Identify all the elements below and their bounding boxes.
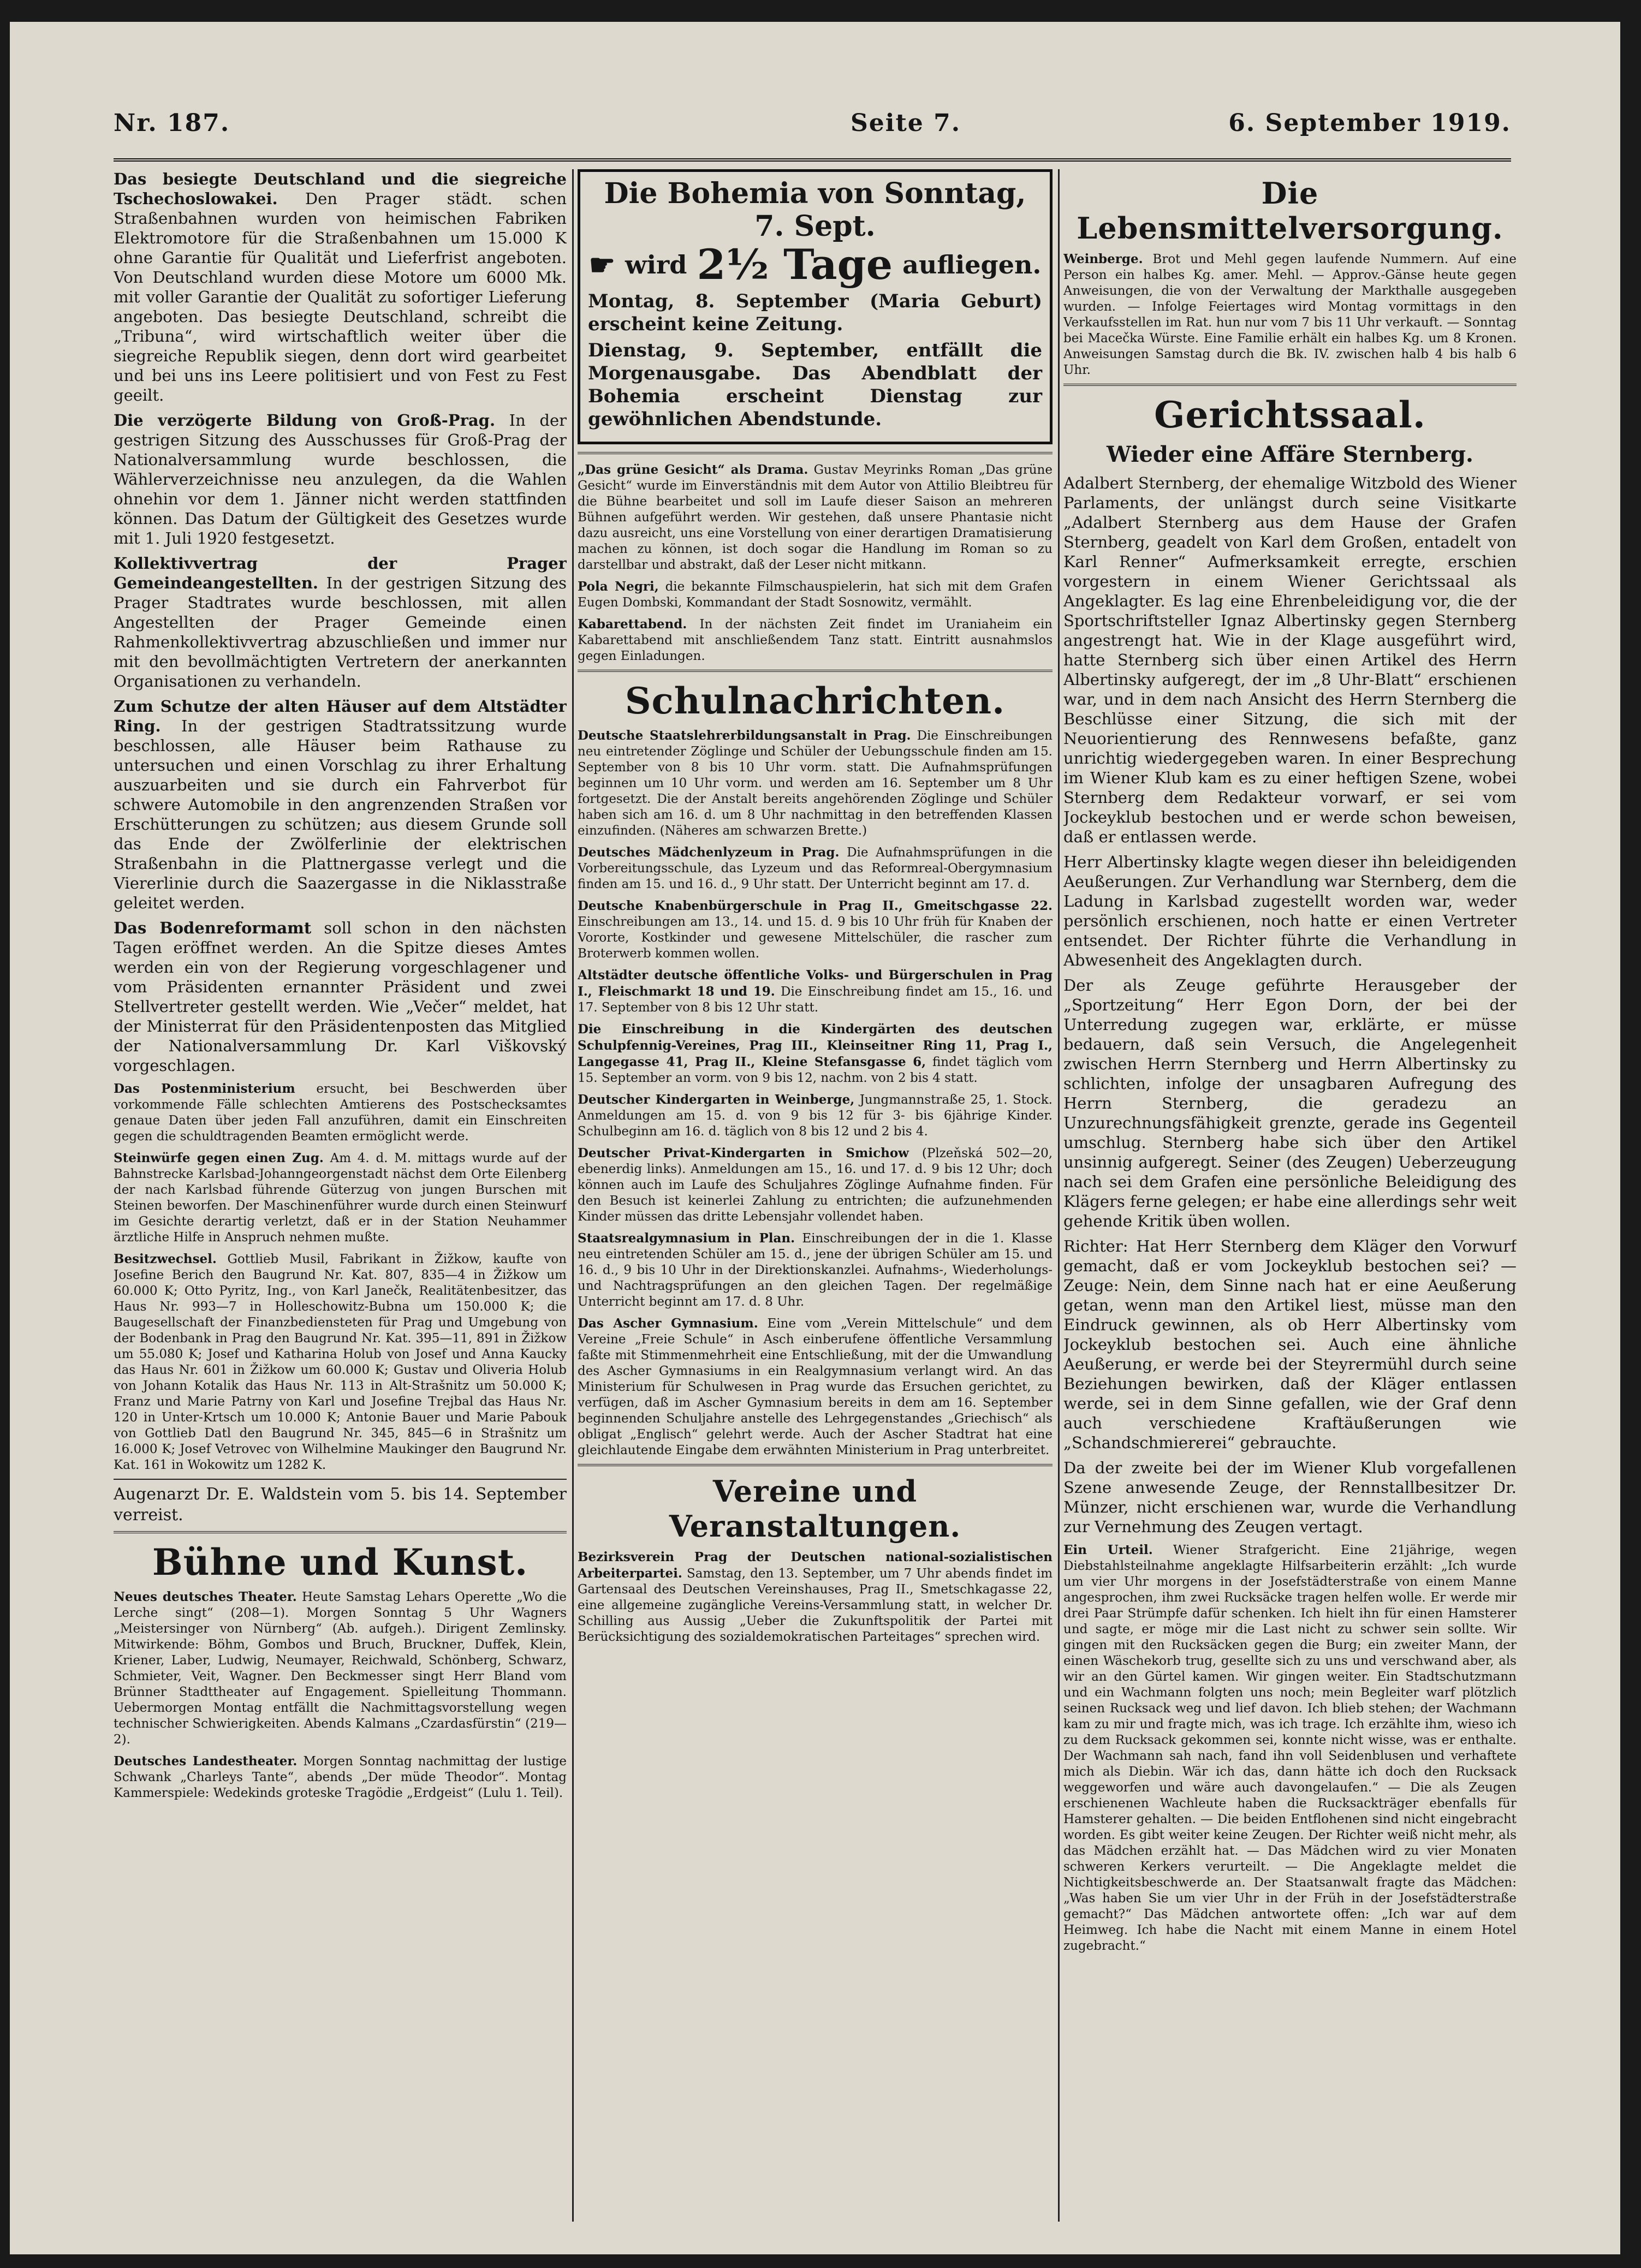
article-text: Die Aufnahmsprüfungen in die Vorbereitungsschule, das Lyzeum und das Reformreal-Obergymnasium finden am 15. und 16. d., 9 Uhr statt. Der Unterricht beginnt am 17. d.: [578, 846, 1053, 891]
article-lead: Steinwürfe gegen einen Zug.: [114, 1151, 324, 1165]
page-number: Seite 7.: [851, 109, 961, 137]
article: [578, 844, 1053, 892]
article: [578, 1092, 1053, 1140]
article: [114, 553, 567, 691]
article-text: findet täglich vom 15. September an vorm. von 9 bis 12, nachm. von 2 bis 4 statt.: [578, 1055, 1053, 1085]
issue-number: Nr. 187.: [114, 109, 230, 137]
article-text: Gustav Meyrinks Roman „Das grüne Gesicht“ wurde im Einverständnis mit dem Autor von Attilio Bleibtreu für die Bühne bearbeitet und soll im Laufe dieser Saison an mehreren Bühnen aufgeführt werden. Wir gestehen, daß unsere Phantasie nicht dazu ausreicht, uns eine Vorstellung von einer derartigen Dramatisierung machen zu können, ist doch sogar die Handlung im Roman so zu darstellbar und abstrakt, daß der Leser nicht mitkann.: [578, 463, 1053, 572]
article-lead: Deutsches Landestheater.: [114, 1754, 298, 1769]
article-lead: Das Ascher Gymnasium.: [578, 1316, 758, 1331]
article: [114, 1589, 567, 1748]
article: [578, 1230, 1053, 1310]
article-text: Heute Samstag Lehars Operette „Wo die Lerche singt“ (208—1). Morgen Sonntag 5 Uhr Wagners „Meistersinger von Nürnberg“ (Ab. aufgeh.). Dirigent Zemlinsky. Mitwirkende: Böhm, Gombos und Bruch, Bruckner, Duffek, Klein, Kriener, Laber, Ludwig, Neumayer, Reichwald, Schönberg, Schwarz, Schmieter, Veit, Wagner. Den Beckmesser singt Herr Bland vom Brünner Stadttheater auf Engagement. Spielleitung Thommann. Uebermorgen Montag entfällt die Nachmittagsvorstellung wegen technischer Schwierigkeiten. Abends Kalmans „Czardasfürstin“ (219—2).: [114, 1590, 567, 1747]
article-text: In der gestrigen Stadtratssitzung wurde beschlossen, alle Häuser beim Rathause zu untersuchen und einen Vorschlag zu ihrer Erhaltung auszuarbeiten und sie durch ein Fahrverbot für schwere Automobile in den angrenzenden Straßen vor Erschütterungen zu schützen; aus diesem Grunde soll das Ende der Zwölferlinie der elektrischen Straßenbahn in die Plattnergasse verlegt und die Viererlinie durch die Saazergasse in die Niklasstraße geleitet werden.: [114, 717, 567, 912]
article-lead: Zum Schutze der alten Häuser auf dem Altstädter Ring.: [114, 697, 567, 735]
article-text: die bekannte Filmschauspielerin, hat sich mit dem Grafen Eugen Dombski, Kommandant der Stadt Sosnowitz, vermählt.: [578, 580, 1053, 610]
article-lead: Pola Negri,: [578, 579, 659, 594]
article-lead: Ein Urteil.: [1063, 1543, 1153, 1557]
announcement-box: [578, 169, 1053, 444]
article-lead: Neues deutsches Theater.: [114, 1590, 297, 1604]
article-lead: Das besiegte Deutschland und die siegreiche Tschechoslowakei.: [114, 170, 567, 208]
article-text: Morgen Sonntag nachmittag der lustige Schwank „Charleys Tante“, abends „Der müde Theodor“. Montag Kammerspiele: Wedekinds groteske Tragödie „Erdgeist“ (Lulu 1. Teil).: [114, 1754, 567, 1800]
announcement-suffix: aufliegen.: [902, 250, 1042, 279]
article-lead: Deutsches Mädchenlyzeum in Prag.: [578, 845, 840, 860]
article-text: Am 4. d. M. mittags wurde auf der Bahnstrecke Karlsbad-Johanngeorgenstadt nächst dem Orte Eilenberg der nach Karlsbad führende Güterzug von jungen Burschen mit Steinen beworfen. Der Maschinenführer wurde durch einen Steinwurf im Gesichte derartig verletzt, daß er in der Station Neuhammer ärztliche Hilfe in Anspruch nehmen mußte.: [114, 1151, 567, 1245]
article-paragraph: Herr Albertinsky klagte wegen dieser ihn beleidigenden Aeußerungen. Zur Verhandlung war Sternberg, dem die Ladung in Karlsbad zugestellt worden war, weder persönlich erschienen, noch hatte er einen Vertreter entsendet. Der Richter führte die Verhandlung in Abwesenheit des Angeklagten durch.: [1063, 853, 1517, 969]
header-rule: [114, 158, 1511, 162]
article-text: Einschreibungen am 13., 14. und 15. d. 9 bis 10 Uhr früh für Knaben der Vororte, Kostkinder und gewesene Mittelschüler, die rascher zum Broterwerb kommen wollen.: [578, 915, 1053, 961]
article-text: Brot und Mehl gegen laufende Nummern. Auf eine Person ein halbes Kg. amer. Mehl. — Approv.-Gänse heute gegen Anweisungen, die von der Verwaltung der Markthalle ausgegeben wurden. — Infolge Feiertages wird Montag vormittags in den Verkaufsstellen im Rat. hun nur vom 7 bis 11 Uhr verkauft. — Sonntag bei Macečka Würste. Eine Familie erhält ein halbes Kg. um 8 Kronen. Anweisungen Samstag durch die Bk. IV. zwischen halb 4 bis halb 6 Uhr.: [1063, 252, 1517, 377]
article: [578, 462, 1053, 573]
section-rule: [114, 1531, 567, 1533]
article-headline: Wieder eine Affäre Sternberg.: [1107, 442, 1473, 467]
article-lead: Staatsrealgymnasium in Plan.: [578, 1231, 795, 1246]
article-lead: Die verzögerte Bildung von Groß-Prag.: [114, 411, 496, 430]
announcement-tuesday: Dienstag, 9. September, entfällt die Morgenausgabe. Das Abendblatt der Bohemia erscheint Dienstag zur gewöhnlichen Abendstunde.: [588, 340, 1042, 430]
issue-date: 6. September 1919.: [1228, 109, 1511, 137]
announcement-line: [588, 240, 1042, 289]
article-lead: Deutsche Staatslehrerbildungsanstalt in Prag.: [578, 728, 911, 743]
article: [578, 1549, 1053, 1645]
article: [578, 616, 1053, 664]
article-text: Den Prager städt. schen Straßenbahnen wurden von heimischen Fabriken Elektromotore für die Straßenbahnen um 15.000 K ohne Garantie für Qualität und Lieferfrist angeboten. Von Deutschland wurden diese Motore um 6000 Mk. mit voller Garantie der Qualität zu sofortiger Lieferung angeboten. Das besiegte Deutschland, schreibt die „Tribuna“, wird wirtschaftlich weiter über die siegreiche Republik siegen, denn dort wird gearbeitet und bei uns ins Leere politisiert und von Fest zu Fest geeilt.: [114, 189, 567, 404]
article-text: Einschreibungen der in die 1. Klasse neu eintretenden Schüler am 15. d., jene der übrigen Schüler am 15. und 16. d., 9 bis 10 Uhr in der Direktionskanzlei. Aufnahms-, Wiederholungs- und Nachtragsprüfungen an den gleichen Tagen. Der regelmäßige Unterricht beginnt am 17. d. 8 Uhr.: [578, 1231, 1053, 1309]
column-divider: [572, 169, 574, 2222]
article: [578, 1021, 1053, 1086]
article-paragraph: Richter: Hat Herr Sternberg dem Kläger den Vorwurf gemacht, daß er vom Jockeyklub bestochen sei? — Zeuge: Nein, dem Sinne nach hat er eine Aeußerung getan, wenn man den Artikel liest, müsse man den Eindruck gewinnen, als ob Herr Albertinsky vom Jockeyklub bestochen sei. Auch eine ähnliche Aeußerung, er werde bei der Steyrermühl durch seine Beziehungen bewirken, daß der Kläger entlassen werde, sei in dem Sinne gefallen, wie der Graf denn auch verschiedene Kraftäußerungen wie „Schandschmiererei“ gebrauchte.: [1063, 1237, 1517, 1452]
article-lead: „Das grüne Gesicht“ als Drama.: [578, 462, 808, 477]
article: [1063, 251, 1517, 378]
section-heading: Schulnachrichten.: [625, 680, 1006, 722]
article-text: Die Einschreibung findet am 15., 16. und 17. September von 8 bis 12 Uhr statt.: [578, 985, 1053, 1015]
pointing-hand-icon: ☛: [588, 247, 615, 282]
article: [114, 697, 567, 913]
article-text: Samstag, den 13. September, um 7 Uhr abends findet im Gartensaal des Deutschen Vereinshauses, Prag II., Smetschkagasse 22, eine allgemeine zugängliche Vereins-Versammlung statt, in welcher Dr. Schilling aus Aussig „Ueber die Zukunftspolitik der Partei mit Berücksichtigung des sozialdemokratischen Parteitages“ sprechen wird.: [578, 1567, 1053, 1644]
article-lead: Deutscher Kindergarten in Weinberge,: [578, 1092, 855, 1107]
article: [114, 1150, 567, 1246]
column-middle: [578, 169, 1053, 2233]
column-right: [1063, 169, 1517, 2233]
article-lead: Das Bodenreformamt: [114, 919, 312, 937]
article-lead: Kollektivvertrag der Prager Gemeindeangestellten.: [114, 554, 567, 592]
article: [114, 918, 567, 1075]
article: [578, 728, 1053, 839]
article: [114, 169, 567, 405]
article-text: In der gestrigen Sitzung des Prager Stadtrates wurde beschlossen, mit allen Angestellten der Prager Gemeinde einen Rahmenkollektivvertrag abzuschließen und immer nur mit den bevollmächtigten Vertretern der anerkannten Organisationen zu verhandeln.: [114, 574, 567, 690]
article-lead: Weinberge.: [1063, 252, 1143, 266]
article: [578, 1145, 1053, 1225]
article: [114, 1753, 567, 1801]
article-lead: Besitzwechsel.: [114, 1252, 217, 1266]
article-text: Gottlieb Musil, Fabrikant in Žižkow, kaufte von Josefine Berich den Baugrund Nr. Kat. 807, 835—4 in Žižkow um 60.000 K; Otto Pyritz, Ing., von Karl Janečk, Realitätenbesitzer, das Haus Nr. 993—7 in Holleschowitz-Bubna um 150.000 K; die Baugesellschaft der Finanzbediensteten für Prag und Umgebung von der Bodenbank in Prag den Baugrund Nr. Kat. 395—11, 891 in Žižkow um 55.080 K; Josef und Katharina Holub von Josef und Anna Kaucky das Haus Nr. 601 in Žižkow um 60.000 K; Gustav und Oliveria Holub von Johann Kotalik das Haus Nr. 113 in Alt-Strašnitz um 50.000 K; Franz und Marie Patrny von Karl und Josefine Trejbal das Haus Nr. 120 in Unter-Krtsch um 10.000 K; Antonie Bauer und Marie Pabouk von Gottlieb Datl den Baugrund Nr. 345, 845—6 in Strašnitz um 16.000 K; Josef Vetrovec von Wilhelmine Maukinger den Baugrund Nr. Kat. 161 in Wokowitz um 1282 K.: [114, 1252, 567, 1472]
article-lead: Kabarettabend.: [578, 617, 687, 632]
section-heading: Die Lebensmittelversorgung.: [1077, 176, 1503, 246]
article-lead: Die Einschreibung in die Kindergärten des deutschen Schulpfennig-Vereines, Prag III., Kleinseitner Ring 11, Prag I., Langegasse 41, Prag II., Kleine Stefansgasse 6,: [578, 1022, 1053, 1069]
article: [114, 1251, 567, 1473]
article-text: Die Einschreibungen neu eintretender Zöglinge und Schüler der Uebungsschule finden am 15. September von 8 bis 10 Uhr vorm. statt. Die Aufnahmsprüfungen beginnen um 10 Uhr vorm. und werden am 16. September um 8 Uhr fortgesetzt. Die der Anstalt bereits angehörenden Zöglinge und Schüler haben sich am 16. d. um 8 Uhr nachmittag in den betreffenden Klassen einzufinden. (Näheres am schwarzen Brette.): [578, 729, 1053, 838]
section-rule: [578, 670, 1053, 672]
article-text: soll schon in den nächsten Tagen eröffnet werden. An die Spitze dieses Amtes werden ein von der Regierung vorgeschlagener und vom Präsidenten ernannter Präsident und zwei Stellvertreter gestellt werden. Wie „Večer“ meldet, hat der Ministerrat für den Präsidentenposten das Mitglied der Nationalversammlung Dr. Karl Viškovský vorgeschlagen.: [114, 919, 567, 1075]
article-text: In der nächsten Zeit findet im Uraniaheim ein Kabarettabend mit anschließendem Tanz statt. Eintritt ausnahmslos gegen Einladungen.: [578, 617, 1053, 663]
article-lead: Deutscher Privat-Kindergarten in Smichow: [578, 1146, 909, 1160]
article: [578, 1315, 1053, 1459]
article: [578, 967, 1053, 1016]
notice: Augenarzt Dr. E. Waldstein vom 5. bis 14. September verreist.: [114, 1479, 567, 1526]
article-text: (Plzeňská 502—20, ebenerdig links). Anmeldungen am 15., 16. und 17. d. 9 bis 12 Uhr; doch können auch im Laufe des Schuljahres Zöglinge Aufnahme finden. Für den Besuch ist keinerlei Zahlung zu entrichten; die aufzunehmenden Kinder müssen das dritte Lebensjahr vollendet haben.: [578, 1146, 1053, 1224]
announcement-days: 2½ Tage: [697, 240, 893, 289]
section-rule: [578, 1464, 1053, 1466]
column-left: [114, 169, 567, 2233]
article: [578, 579, 1053, 611]
article-paragraph: Adalbert Sternberg, der ehemalige Witzbold des Wiener Parlaments, der unlängst durch seine Visitkarte „Adalbert Sternberg aus dem Hause der Grafen Sternberg, geadelt von Karl dem Großen, entadelt von Karl Renner“ Aufmerksamkeit erregte, erschien vorgestern in einem Wiener Gerichtssaal als Angeklagter. Es lag eine Ehrenbeleidigung vor, die der Sportschriftsteller Ignaz Albertinsky gegen Sternberg angestrengt hat. Wie in der Klage ausgeführt wird, hatte Sternberg sich über einen Artikel des Herrn Albertinsky aufgeregt, der im „8 Uhr-Blatt“ erschienen war, und in dem nach Ansicht des Herrn Sternberg die Beschlüsse einer Sitzung, die sich mit der Neuorientierung des Rennwesens befaßte, ganz unrichtig wiedergegeben waren. In einer Besprechung im Wiener Klub kam es zu einer heftigen Szene, wobei Sternberg dem Redakteur vorwarf, er sei vom Jockeyklub bestochen und er werde schon beweisen, daß er entlassen werde.: [1063, 474, 1517, 846]
article: [114, 1081, 567, 1145]
section-heading: Vereine und Veranstaltungen.: [669, 1474, 961, 1544]
article-text: In der gestrigen Sitzung des Ausschusses für Groß-Prag der Nationalversammlung wurde beschlossen, die Wählerverzeichnisse neu anzulegen, da die Wahlen ohnehin vor dem 1. Jänner nicht werden stattfinden können. Das Datum der Gültigkeit des Gesetzes wurde mit 1. Juli 1920 festgesetzt.: [114, 411, 567, 547]
section-heading: Bühne und Kunst.: [152, 1541, 528, 1584]
article: [1063, 1542, 1517, 1954]
article-text: Eine vom „Verein Mittelschule“ und dem Vereine „Freie Schule“ in Asch einberufene öffentliche Versammlung faßte mit Stimmenmehrheit eine Entschließung, mit der die Umwandlung des Ascher Gymnasiums in ein Realgymnasium verlangt wird. An das Ministerium für Schulwesen in Prag wurde das Ersuchen gerichtet, zu verfügen, daß im Ascher Gymnasium bereits in dem am 16. September beginnenden Schuljahre anstelle des Lehrgegenstandes „Griechisch“ als obligat „Englisch“ gelehrt werde. Auch der Ascher Stadtrat hat eine gleichlautende Eingabe dem erwähnten Ministerium in Prag unterbreitet.: [578, 1317, 1053, 1457]
article: [578, 898, 1053, 962]
article-text: Jungmannstraße 25, 1. Stock. Anmeldungen am 15. d. von 9 bis 12 für 3- bis 6jährige Kinder. Schulbeginn am 16. d. täglich von 8 bis 12 und 2 bis 4.: [578, 1093, 1053, 1139]
announcement-prefix: wird: [625, 250, 687, 279]
article: [114, 410, 567, 548]
section-rule: [578, 452, 1053, 454]
article-lead: Altstädter deutsche öffentliche Volks- und Bürgerschulen in Prag I., Fleischmarkt 18 und 19.: [578, 968, 1053, 999]
article-paragraph: Der als Zeuge geführte Herausgeber der „Sportzeitung“ Herr Egon Dorn, der bei der Unterredung zugegen war, erklärte, er müsse bedauern, daß sein Versuch, die Angelegenheit zwischen Herrn Sternberg und Herrn Albertinsky zu schlichten, infolge der unsagbaren Aufregung des Herrn Sternberg, die geradezu an Unzurechnungsfähigkeit grenzte, gerade ins Gegenteil umschlug. Sternberg habe sich über den Artikel unsinnig aufgeregt. Seiner (des Zeugen) Ueberzeugung nach sei dem Grafen eine persönliche Beleidigung des Klägers ferne gelegen; er habe eine allerdings sehr weit gehende Kritik üben wollen.: [1063, 976, 1517, 1230]
article-text: Wiener Strafgericht. Eine 21jährige, wegen Diebstahlsteilnahme angeklagte Hilfsarbeiterin erzählt: „Ich wurde um vier Uhr morgens in der Josefstädterstraße von einem Manne angesprochen, ihm zwei Rucksäcke tragen helfen wolle. Er werde mir drei Paar Strümpfe dafür schenken. Ich hielt ihn für einen Hamsterer und sagte, er möge mir die Last nicht zu schwer sein sollte. Wir gingen mit den Rucksäcken gegen die Burg; ein zweiter Mann, der einen Wäschekorb trug, gesellte sich zu uns und verschwand aber, als wir an den Gürtel kamen. Wir gingen weiter. Ein Stadtschutzmann und ein Wachmann folgten uns noch; mein Begleiter warf plötzlich seinen Rucksack weg und lief davon. Ich blieb stehen; der Wachmann kam zu mir und fragte mich, was ich trage. Ich erzählte ihm, wieso ich zu dem Rucksack gekommen sei, konnte nicht wisse, was er enthalte. Der Wachmann sah nach, fand ihn voll Seidenblusen und verhaftete mich als Diebin. Wär ich das, dann hätte ich doch den Rucksack weggeworfen und wäre auch davongelaufen.“ — Die als Zeugen erschienenen Wachleute haben die Rucksackträger ebenfalls für Hamsterer gehalten. — Die beiden Entflohenen sind nicht eingebracht worden. Es gibt weiter keine Zeugen. Der Richter weiß nicht mehr, als das Mädchen erzählt hat. — Das Mädchen wird zu vier Monaten schweren Kerkers verurteilt. — Die Angeklagte meldet die Nichtigkeitsbeschwerde an. Der Staatsanwalt fragte das Mädchen: „Was haben Sie um vier Uhr in der Früh in der Josefstädterstraße gemacht?“ Das Mädchen antwortete offen: „Ich war auf dem Heimweg. Ich habe die Nacht mit einem Manne in einem Hotel zugebracht.“: [1063, 1543, 1517, 1953]
column-divider: [1058, 169, 1060, 2222]
article-paragraph: Da der zweite bei der im Wiener Klub vorgefallenen Szene anwesende Zeuge, der Rennstallbesitzer Dr. Münzer, nicht erschienen war, wurde die Verhandlung zur Vernehmung des Zeugen vertagt.: [1063, 1459, 1517, 1536]
article-lead: Deutsche Knabenbürgerschule in Prag II., Gmeitschgasse 22.: [578, 898, 1053, 913]
page-header: [114, 109, 1511, 153]
article-text: ersucht, bei Beschwerden über vorkommende Fälle schlechten Amtierens des Postschecksamtes genaue Daten über jeden Fall anzuführen, damit ein Einschreiten gegen die schuldtragenden Beamten ermöglicht werde.: [114, 1082, 567, 1144]
section-heading: Gerichtssaal.: [1154, 394, 1426, 436]
article-lead: Das Postenministerium: [114, 1081, 295, 1096]
section-rule: [1063, 384, 1517, 386]
announcement-monday: Montag, 8. September (Maria Geburt) erscheint keine Zeitung.: [588, 290, 1042, 335]
announcement-title: Die Bohemia von Sonntag, 7. Sept.: [604, 177, 1026, 243]
article-lead: Bezirksverein Prag der Deutschen national-sozialistischen Arbeiterpartei.: [578, 1550, 1053, 1581]
newspaper-page: [10, 22, 1620, 2254]
